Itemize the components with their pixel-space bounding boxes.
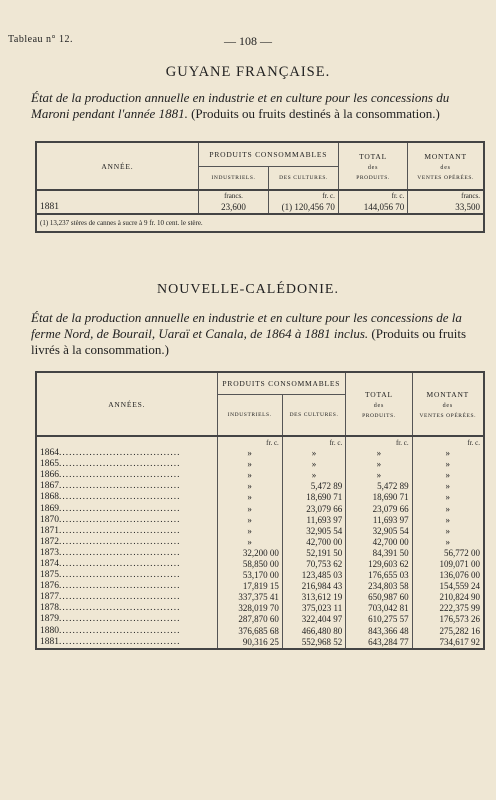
row-industriels: 337,375 41 [217, 592, 282, 603]
caledonie-table [35, 371, 485, 650]
row-total: 144,056 70 [338, 200, 407, 214]
unit2-cult: fr. c. [282, 436, 345, 448]
intro-guyane-italic: État de la production annuelle en industrie et en culture pour les concessions du Maroni pendant l'année 1881. [31, 90, 450, 121]
row-cultures: » [282, 470, 345, 481]
unit2-total: fr. c. [346, 436, 412, 448]
row-year: 1881 [40, 201, 59, 212]
row-industriels: » [217, 492, 282, 503]
montant2-b: des [442, 402, 453, 409]
caledonie-rows [36, 448, 484, 649]
col-produits: PRODUITS CONSOMMABLES [198, 142, 338, 166]
row-industriels: » [217, 537, 282, 548]
col-industriels-2: INDUSTRIELS. [217, 394, 282, 436]
section-title-guyane: GUYANE FRANÇAISE. [165, 64, 331, 80]
row-year: 1867.................................... [40, 481, 181, 492]
row-year: 1872.................................... [40, 536, 181, 547]
row-cultures: 32,905 54 [282, 526, 345, 537]
montant-c: VENTES OPÉRÉES. [417, 174, 474, 181]
col-annee: ANNÉE. [101, 161, 134, 171]
montant2-a: MONTANT [426, 389, 470, 399]
row-total: » [346, 470, 412, 481]
row-total: 42,700 00 [346, 537, 412, 548]
row-cultures: 52,191 50 [282, 548, 345, 559]
table-row [36, 481, 484, 492]
leader-dots: .................................... [59, 503, 181, 514]
table-row [36, 526, 484, 537]
total-c: PRODUITS. [356, 174, 390, 181]
row-total: 23,079 66 [346, 503, 412, 514]
table-row [36, 459, 484, 470]
table-row [36, 603, 484, 614]
total2-a: TOTAL [364, 389, 393, 399]
leader-dots: .................................... [59, 636, 181, 647]
table-row [36, 515, 484, 526]
unit-ind: francs. [198, 190, 269, 200]
row-industriels: » [217, 448, 282, 459]
row-cultures: 313,612 19 [282, 592, 345, 603]
row-total: 176,655 03 [346, 570, 412, 581]
row-year: 1873.................................... [40, 547, 181, 558]
leader-dots: .................................... [59, 581, 181, 592]
row-industriels: » [217, 503, 282, 514]
row-total: 129,603 62 [346, 559, 412, 570]
table-row [36, 537, 484, 548]
leader-dots: .................................... [59, 492, 181, 503]
leader-dots: .................................... [59, 547, 181, 558]
row-montant: » [412, 515, 484, 526]
row-montant: 275,282 16 [412, 626, 484, 637]
row-industriels: 32,200 00 [217, 548, 282, 559]
row-total: 32,905 54 [346, 526, 412, 537]
row-industriels: » [217, 459, 282, 470]
row-cultures: 322,404 97 [282, 614, 345, 625]
row-total: 5,472 89 [346, 481, 412, 492]
row-industriels: 58,850 00 [217, 559, 282, 570]
row-cultures: 18,690 71 [282, 492, 345, 503]
montant2-c: VENTES OPÉRÉES. [419, 412, 477, 419]
table-number: Tableau n° 12. [8, 34, 74, 45]
col-industriels: INDUSTRIELS. [198, 166, 269, 190]
row-year: 1877.................................... [40, 592, 181, 603]
row-year: 1875.................................... [40, 570, 181, 581]
table-row [36, 592, 484, 603]
row-total: » [346, 448, 412, 459]
row-montant: 136,076 00 [412, 570, 484, 581]
intro-caledonie-italic: État de la production annuelle en industrie et en culture pour les concessions de la ferme Nord, de Bourail, Uaraï et Canala, de 1864 à 1881 inclus. [31, 310, 462, 341]
leader-dots: .................................... [59, 470, 181, 481]
intro-caledonie [31, 310, 483, 358]
leader-dots: .................................... [59, 570, 181, 581]
row-cultures: 23,079 66 [282, 503, 345, 514]
row-year: 1866.................................... [40, 470, 181, 481]
total2-b: des [373, 402, 385, 409]
row-year: 1879.................................... [40, 614, 181, 625]
leader-dots: .................................... [59, 614, 181, 625]
row-year: 1864.................................... [40, 448, 181, 459]
row-cultures: 216,984 43 [282, 581, 345, 592]
leader-dots: .................................... [59, 625, 181, 636]
leader-dots: .................................... [59, 558, 181, 569]
row-total: 610,275 57 [346, 614, 412, 625]
row-total: 11,693 97 [346, 515, 412, 526]
unit-montant: francs. [408, 190, 484, 200]
row-year: 1865.................................... [40, 459, 181, 470]
intro-caledonie-normal: (Produits ou fruits livrés à la consommation.) [31, 326, 467, 357]
col-cultures-2: DES CULTURES. [282, 394, 345, 436]
row-total: 650,987 60 [346, 592, 412, 603]
row-year: 1876.................................... [40, 581, 181, 592]
section-title-caledonie: NOUVELLE-CALÉDONIE. [157, 282, 339, 297]
row-year: 1869.................................... [40, 503, 181, 514]
table-row [36, 614, 484, 625]
row-cultures: 552,968 52 [282, 637, 345, 649]
row-cultures: 5,472 89 [282, 481, 345, 492]
leader-dots: .................................... [59, 481, 181, 492]
row-year: 1881.................................... [40, 636, 181, 647]
row-montant: 154,559 24 [412, 581, 484, 592]
row-total: 18,690 71 [346, 492, 412, 503]
table-row [36, 570, 484, 581]
row-total: 643,284 77 [346, 637, 412, 649]
total-b: des [367, 164, 379, 171]
row-cultures: 375,023 11 [282, 603, 345, 614]
total-a: TOTAL [359, 151, 387, 161]
row-industriels: 376,685 68 [217, 626, 282, 637]
row-montant: » [412, 470, 484, 481]
unit2-montant: fr. c. [412, 436, 484, 448]
row-cult: (1) 120,456 70 [269, 200, 339, 214]
table-row [36, 200, 484, 214]
intro-guyane [31, 90, 483, 122]
row-year: 1868.................................... [40, 492, 181, 503]
row-montant: » [412, 448, 484, 459]
col-total [338, 142, 407, 190]
table-row [36, 637, 484, 649]
row-montant: » [412, 537, 484, 548]
row-montant: » [412, 492, 484, 503]
page-number: — 108 — [224, 34, 272, 48]
row-montant: 33,500 [408, 200, 484, 214]
col-annees: ANNÉES. [108, 399, 146, 409]
row-industriels: 90,316 25 [217, 637, 282, 649]
row-montant: » [412, 526, 484, 537]
leader-dots: .................................... [59, 603, 181, 614]
row-montant: 210,824 90 [412, 592, 484, 603]
row-cultures: » [282, 459, 345, 470]
unit-cult: fr. c. [269, 190, 339, 200]
row-industriels: » [217, 470, 282, 481]
leader-dots: .................................... [59, 525, 181, 536]
table-row [36, 626, 484, 637]
row-montant: » [412, 481, 484, 492]
col-cultures: DES CULTURES. [269, 166, 339, 190]
row-year: 1878.................................... [40, 603, 181, 614]
row-cultures: 466,480 80 [282, 626, 345, 637]
row-industriels: 287,870 60 [217, 614, 282, 625]
row-cultures: 123,485 03 [282, 570, 345, 581]
col-total-2 [346, 372, 412, 436]
row-industriels: » [217, 526, 282, 537]
leader-dots: .................................... [59, 536, 181, 547]
row-total: 84,391 50 [346, 548, 412, 559]
intro-guyane-normal: (Produits ou fruits destinés à la consommation.) [191, 106, 440, 121]
row-year: 1870.................................... [40, 514, 181, 525]
table-row [36, 448, 484, 459]
row-cultures: » [282, 448, 345, 459]
guyane-table [35, 141, 485, 233]
row-montant: » [412, 503, 484, 514]
row-industriels: » [217, 481, 282, 492]
row-total: 703,042 81 [346, 603, 412, 614]
table-row [36, 559, 484, 570]
leader-dots: .................................... [59, 592, 181, 603]
col-produits-2: PRODUITS CONSOMMABLES [217, 372, 346, 394]
row-montant: 176,573 26 [412, 614, 484, 625]
table-row [36, 581, 484, 592]
table-row [36, 503, 484, 514]
row-industriels: » [217, 515, 282, 526]
footnote: (1) 13,237 stères de cannes à sucre à 9 fr. 10 cent. le stère. [40, 219, 203, 227]
row-montant: 222,375 99 [412, 603, 484, 614]
col-montant [408, 142, 484, 190]
row-year: 1880.................................... [40, 625, 181, 636]
unit2-ind: fr. c. [217, 436, 282, 448]
row-industriels: 17,819 15 [217, 581, 282, 592]
montant-b: des [440, 164, 451, 171]
table-row [36, 470, 484, 481]
total2-c: PRODUITS. [362, 412, 396, 419]
col-montant-2 [412, 372, 484, 436]
unit-total: fr. c. [338, 190, 407, 200]
row-montant: » [412, 459, 484, 470]
row-year: 1871.................................... [40, 525, 181, 536]
table-row [36, 548, 484, 559]
row-total: 843,366 48 [346, 626, 412, 637]
row-total: » [346, 459, 412, 470]
row-montant: 56,772 00 [412, 548, 484, 559]
row-cultures: 42,700 00 [282, 537, 345, 548]
leader-dots: .................................... [59, 514, 181, 525]
table-row [36, 492, 484, 503]
row-montant: 734,617 92 [412, 637, 484, 649]
row-ind: 23,600 [198, 200, 269, 214]
row-cultures: 70,753 62 [282, 559, 345, 570]
row-year: 1874.................................... [40, 558, 181, 569]
row-total: 234,803 58 [346, 581, 412, 592]
row-industriels: 328,019 70 [217, 603, 282, 614]
leader-dots: .................................... [59, 448, 181, 459]
row-industriels: 53,170 00 [217, 570, 282, 581]
row-cultures: 11,693 97 [282, 515, 345, 526]
row-montant: 109,071 00 [412, 559, 484, 570]
montant-a: MONTANT [424, 151, 467, 161]
leader-dots: .................................... [59, 459, 181, 470]
